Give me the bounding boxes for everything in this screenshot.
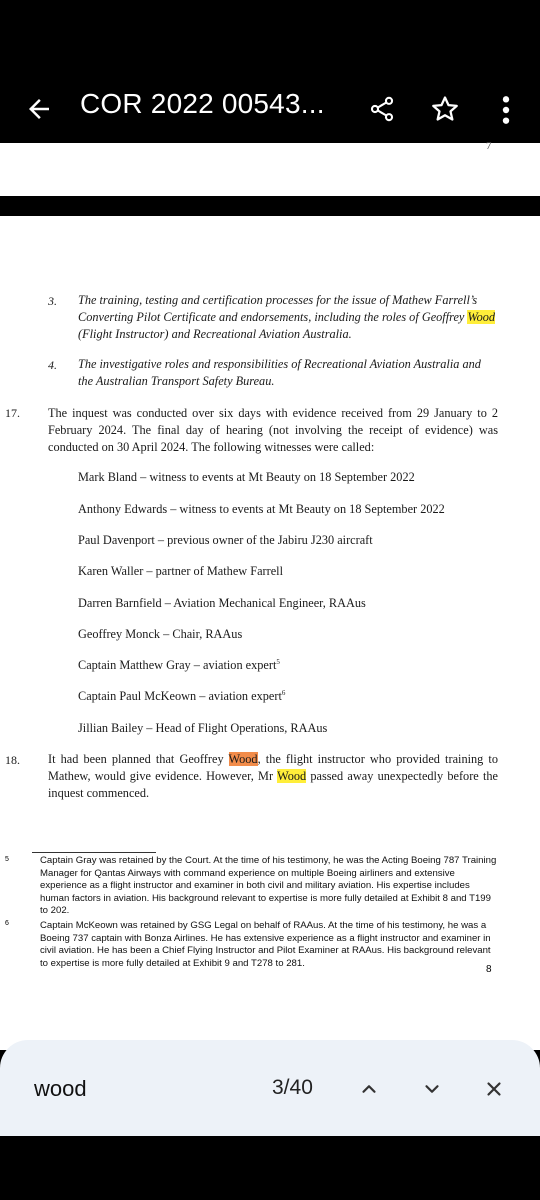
witness-item: Captain Paul McKeown – aviation expert$^6$ <box>78 689 286 704</box>
footnote: Captain McKeown was retained by GSG Legal on behalf of RAAus. At the time of his testimony, he was a Boeing 737 captain with Bonza Airlines. He has extensive experience as a flight instructor and examiner in civil aviation. He has been a Chief Flying Instructor and Pilot Examiner at RAAus. His background relevant to expertise is more fully detailed at Exhibit 9 and T278 to 281. <box>40 920 491 969</box>
back-arrow-icon[interactable] <box>24 94 54 124</box>
search-match: Wood <box>277 769 307 783</box>
inquest-item-3: The training, testing and certification processes for the issue of Mathew Farrell’s Converting Pilot Certificate and endorsements, including the roles of Geoffrey Wood (Flight Instructor) and Recreational Aviation Australia. <box>78 293 496 341</box>
witness-item: Darren Barnfield – Aviation Mechanical Engineer, RAAus <box>78 596 366 610</box>
chevron-up-icon[interactable] <box>358 1078 380 1100</box>
document-title: COR 2022 00543... <box>80 88 325 119</box>
page-separator <box>0 196 540 216</box>
witness-item: Jillian Bailey – Head of Flight Operations, RAAus <box>78 721 328 735</box>
search-match: Wood <box>467 310 496 324</box>
inquest-item-4: The investigative roles and responsibilities of Recreational Aviation Australia and the Australian Transport Safety Bureau. <box>78 357 481 388</box>
paragraph-number: 17. <box>5 406 20 420</box>
paragraph-17: The inquest was conducted over six days with evidence received from 29 January to 2 February 2024. The final day of hearing (not involving the receipt of evidence) was conducted on 30 April 2024. The following witnesses were called: <box>48 406 498 454</box>
item-number: 3. <box>48 294 57 308</box>
witness-item: Mark Bland – witness to events at Mt Beauty on 18 September 2022 <box>78 470 415 484</box>
app-bar <box>0 0 540 143</box>
find-in-page-bar <box>0 1040 540 1136</box>
share-icon[interactable] <box>368 94 396 124</box>
witness-item: Paul Davenport – previous owner of the Jabiru J230 aircraft <box>78 533 373 547</box>
witness-item: Karen Waller – partner of Mathew Farrell <box>78 564 284 578</box>
footnote-divider <box>32 852 156 853</box>
witness-item: Anthony Edwards – witness to events at Mt Beauty on 18 September 2022 <box>78 502 445 516</box>
chevron-down-icon[interactable] <box>421 1078 443 1100</box>
star-icon[interactable] <box>430 94 460 124</box>
footnote-number: 6 <box>5 920 9 927</box>
close-icon[interactable] <box>483 1078 505 1100</box>
item-number: 4. <box>48 358 57 372</box>
paragraph-number: 18. <box>5 753 20 767</box>
find-input[interactable]: wood <box>34 1076 87 1101</box>
witness-item: Captain Matthew Gray – aviation expert$^5$ <box>78 658 280 673</box>
previous-page-mark: 7 <box>486 140 492 152</box>
current-search-match: Wood <box>228 752 258 766</box>
footnote: Captain Gray was retained by the Court. At the time of his testimony, he was the Acting Boeing 787 Training Manager for Qantas Airways with command experience on multiple Boeing airliners and extensive experience as a flight instructor and examiner in both civil and military aviation. His expertise includes human factors in aviation. His background relevant to expertise is more fully detailed at Exhibit 8 and T199 to 202. <box>40 855 497 917</box>
footnote-number: 5 <box>5 856 9 863</box>
match-count: 3/40 <box>272 1076 313 1099</box>
paragraph-18: It had been planned that Geoffrey Wood, the flight instructor who provided training to Mathew, would give evidence. However, Mr Wood passed away unexpectedly before the inquest commenced. <box>48 752 498 800</box>
witness-item: Geoffrey Monck – Chair, RAAus <box>78 627 243 641</box>
page-number: 8 <box>486 964 492 975</box>
more-vert-icon[interactable] <box>498 94 514 126</box>
